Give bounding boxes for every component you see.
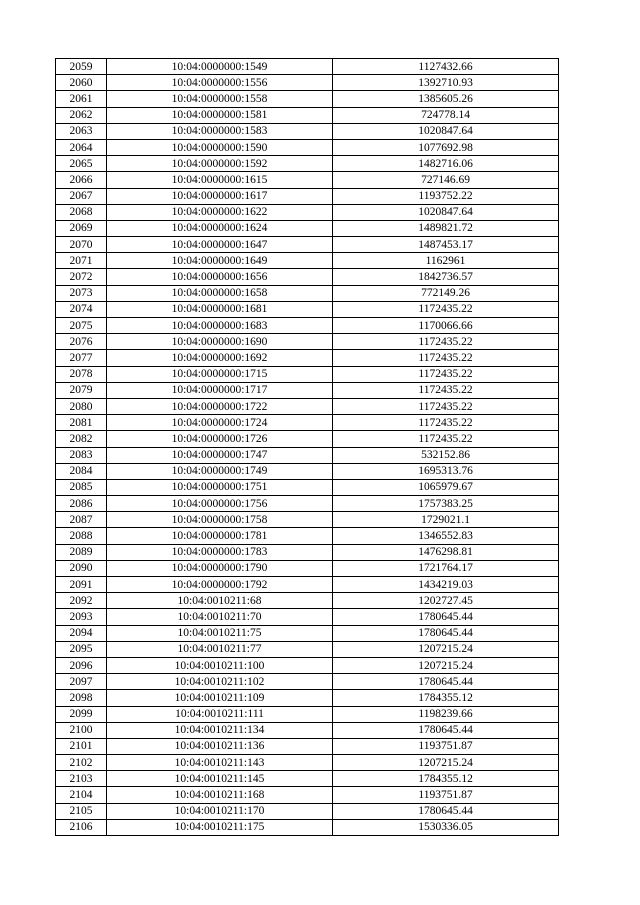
table-row [56, 625, 559, 641]
cadastral-number-cell: 10:04:0010211:175 [107, 819, 333, 835]
value-cell: 1780645.44 [333, 722, 559, 738]
value-cell: 1489821.72 [333, 220, 559, 236]
row-number-cell: 2080 [56, 398, 107, 414]
row-number-cell: 2076 [56, 334, 107, 350]
table-row [56, 593, 559, 609]
cadastral-number-cell: 10:04:0000000:1647 [107, 237, 333, 253]
cadastral-number-cell: 10:04:0000000:1556 [107, 75, 333, 91]
row-number-cell: 2062 [56, 107, 107, 123]
cadastral-number-cell: 10:04:0000000:1726 [107, 431, 333, 447]
cadastral-number-cell: 10:04:0000000:1781 [107, 528, 333, 544]
value-cell: 1729021.1 [333, 512, 559, 528]
cadastral-number-cell: 10:04:0000000:1656 [107, 269, 333, 285]
cadastral-number-cell: 10:04:0010211:102 [107, 674, 333, 690]
table-row [56, 528, 559, 544]
table-row [56, 107, 559, 123]
row-number-cell: 2084 [56, 463, 107, 479]
table-row [56, 139, 559, 155]
table-row [56, 269, 559, 285]
table-row [56, 91, 559, 107]
value-cell: 1207215.24 [333, 657, 559, 673]
value-cell: 1392710.93 [333, 75, 559, 91]
row-number-cell: 2102 [56, 755, 107, 771]
row-number-cell: 2104 [56, 787, 107, 803]
table-row [56, 479, 559, 495]
value-cell: 1207215.24 [333, 641, 559, 657]
row-number-cell: 2065 [56, 156, 107, 172]
row-number-cell: 2087 [56, 512, 107, 528]
table-row [56, 544, 559, 560]
cadastral-number-cell: 10:04:0010211:136 [107, 738, 333, 754]
table-row [56, 771, 559, 787]
value-cell: 1780645.44 [333, 674, 559, 690]
value-cell: 772149.26 [333, 285, 559, 301]
table-row [56, 431, 559, 447]
value-cell: 1172435.22 [333, 415, 559, 431]
row-number-cell: 2074 [56, 301, 107, 317]
table-row [56, 512, 559, 528]
table-row [56, 738, 559, 754]
table-row [56, 560, 559, 576]
cadastral-number-cell: 10:04:0000000:1549 [107, 59, 333, 75]
cadastral-number-cell: 10:04:0000000:1758 [107, 512, 333, 528]
value-cell: 1193752.22 [333, 188, 559, 204]
cadastral-number-cell: 10:04:0000000:1756 [107, 496, 333, 512]
table-row [56, 59, 559, 75]
value-cell: 1198239.66 [333, 706, 559, 722]
row-number-cell: 2105 [56, 803, 107, 819]
table-row [56, 318, 559, 334]
value-cell: 1162961 [333, 253, 559, 269]
cadastral-number-cell: 10:04:0000000:1581 [107, 107, 333, 123]
row-number-cell: 2078 [56, 366, 107, 382]
value-cell: 1695313.76 [333, 463, 559, 479]
table-row [56, 496, 559, 512]
table-row [56, 172, 559, 188]
table-row [56, 188, 559, 204]
row-number-cell: 2069 [56, 220, 107, 236]
value-cell: 1482716.06 [333, 156, 559, 172]
row-number-cell: 2075 [56, 318, 107, 334]
row-number-cell: 2089 [56, 544, 107, 560]
cadastral-number-cell: 10:04:0000000:1624 [107, 220, 333, 236]
value-cell: 1487453.17 [333, 237, 559, 253]
row-number-cell: 2097 [56, 674, 107, 690]
row-number-cell: 2098 [56, 690, 107, 706]
row-number-cell: 2068 [56, 204, 107, 220]
value-cell: 1780645.44 [333, 625, 559, 641]
value-cell: 1172435.22 [333, 301, 559, 317]
cadastral-number-cell: 10:04:0000000:1717 [107, 382, 333, 398]
cadastral-number-cell: 10:04:0000000:1658 [107, 285, 333, 301]
value-cell: 1193751.87 [333, 738, 559, 754]
cadastral-number-cell: 10:04:0000000:1724 [107, 415, 333, 431]
table-row [56, 819, 559, 835]
row-number-cell: 2096 [56, 657, 107, 673]
cadastral-number-cell: 10:04:0010211:70 [107, 609, 333, 625]
cadastral-number-cell: 10:04:0010211:134 [107, 722, 333, 738]
row-number-cell: 2063 [56, 123, 107, 139]
table-row [56, 285, 559, 301]
value-cell: 1721764.17 [333, 560, 559, 576]
row-number-cell: 2103 [56, 771, 107, 787]
row-number-cell: 2092 [56, 593, 107, 609]
cadastral-number-cell: 10:04:0010211:145 [107, 771, 333, 787]
cadastral-number-cell: 10:04:0010211:68 [107, 593, 333, 609]
table-row [56, 722, 559, 738]
value-cell: 1530336.05 [333, 819, 559, 835]
row-number-cell: 2106 [56, 819, 107, 835]
value-cell: 1193751.87 [333, 787, 559, 803]
row-number-cell: 2059 [56, 59, 107, 75]
value-cell: 1346552.83 [333, 528, 559, 544]
cadastral-number-cell: 10:04:0000000:1715 [107, 366, 333, 382]
cadastral-number-cell: 10:04:0000000:1558 [107, 91, 333, 107]
table-row [56, 382, 559, 398]
value-cell: 1065979.67 [333, 479, 559, 495]
value-cell: 1127432.66 [333, 59, 559, 75]
cadastral-number-cell: 10:04:0000000:1751 [107, 479, 333, 495]
row-number-cell: 2071 [56, 253, 107, 269]
table-row [56, 398, 559, 414]
table-row [56, 75, 559, 91]
row-number-cell: 2064 [56, 139, 107, 155]
value-cell: 1077692.98 [333, 139, 559, 155]
table-row [56, 690, 559, 706]
table-row [56, 366, 559, 382]
row-number-cell: 2099 [56, 706, 107, 722]
value-cell: 724778.14 [333, 107, 559, 123]
table-row [56, 706, 559, 722]
row-number-cell: 2077 [56, 350, 107, 366]
row-number-cell: 2072 [56, 269, 107, 285]
value-cell: 1434219.03 [333, 577, 559, 593]
value-cell: 727146.69 [333, 172, 559, 188]
value-cell: 532152.86 [333, 447, 559, 463]
table-row [56, 204, 559, 220]
cadastral-number-cell: 10:04:0000000:1683 [107, 318, 333, 334]
cadastral-number-cell: 10:04:0000000:1792 [107, 577, 333, 593]
table-row [56, 463, 559, 479]
table-row [56, 657, 559, 673]
cadastral-number-cell: 10:04:0000000:1649 [107, 253, 333, 269]
row-number-cell: 2081 [56, 415, 107, 431]
table-row [56, 447, 559, 463]
row-number-cell: 2079 [56, 382, 107, 398]
value-cell: 1780645.44 [333, 609, 559, 625]
cadastral-number-cell: 10:04:0010211:75 [107, 625, 333, 641]
cadastral-number-cell: 10:04:0000000:1747 [107, 447, 333, 463]
value-cell: 1385605.26 [333, 91, 559, 107]
value-cell: 1172435.22 [333, 431, 559, 447]
cadastral-number-cell: 10:04:0000000:1783 [107, 544, 333, 560]
cadastral-number-cell: 10:04:0000000:1583 [107, 123, 333, 139]
row-number-cell: 2100 [56, 722, 107, 738]
table-row [56, 787, 559, 803]
table-row [56, 253, 559, 269]
table-row [56, 803, 559, 819]
data-table [55, 58, 559, 836]
cadastral-number-cell: 10:04:0000000:1622 [107, 204, 333, 220]
table-row [56, 350, 559, 366]
value-cell: 1172435.22 [333, 398, 559, 414]
value-cell: 1172435.22 [333, 366, 559, 382]
value-cell: 1172435.22 [333, 350, 559, 366]
row-number-cell: 2093 [56, 609, 107, 625]
table-row [56, 577, 559, 593]
table-row [56, 301, 559, 317]
cadastral-number-cell: 10:04:0000000:1590 [107, 139, 333, 155]
cadastral-number-cell: 10:04:0000000:1592 [107, 156, 333, 172]
value-cell: 1842736.57 [333, 269, 559, 285]
value-cell: 1780645.44 [333, 803, 559, 819]
value-cell: 1020847.64 [333, 204, 559, 220]
cadastral-number-cell: 10:04:0000000:1790 [107, 560, 333, 576]
cadastral-number-cell: 10:04:0010211:143 [107, 755, 333, 771]
cadastral-number-cell: 10:04:0000000:1692 [107, 350, 333, 366]
value-cell: 1476298.81 [333, 544, 559, 560]
row-number-cell: 2086 [56, 496, 107, 512]
row-number-cell: 2083 [56, 447, 107, 463]
cadastral-number-cell: 10:04:0010211:168 [107, 787, 333, 803]
table-row [56, 220, 559, 236]
value-cell: 1202727.45 [333, 593, 559, 609]
row-number-cell: 2095 [56, 641, 107, 657]
table-row [56, 334, 559, 350]
cadastral-number-cell: 10:04:0000000:1617 [107, 188, 333, 204]
row-number-cell: 2091 [56, 577, 107, 593]
cadastral-number-cell: 10:04:0000000:1749 [107, 463, 333, 479]
value-cell: 1207215.24 [333, 755, 559, 771]
row-number-cell: 2090 [56, 560, 107, 576]
row-number-cell: 2066 [56, 172, 107, 188]
row-number-cell: 2067 [56, 188, 107, 204]
table-row [56, 609, 559, 625]
row-number-cell: 2085 [56, 479, 107, 495]
row-number-cell: 2082 [56, 431, 107, 447]
table-body [56, 59, 559, 836]
cadastral-number-cell: 10:04:0000000:1681 [107, 301, 333, 317]
value-cell: 1172435.22 [333, 334, 559, 350]
value-cell: 1784355.12 [333, 690, 559, 706]
table-row [56, 415, 559, 431]
cadastral-number-cell: 10:04:0000000:1615 [107, 172, 333, 188]
value-cell: 1170066.66 [333, 318, 559, 334]
cadastral-number-cell: 10:04:0010211:100 [107, 657, 333, 673]
row-number-cell: 2060 [56, 75, 107, 91]
value-cell: 1020847.64 [333, 123, 559, 139]
row-number-cell: 2070 [56, 237, 107, 253]
table-row [56, 123, 559, 139]
table-row [56, 156, 559, 172]
cadastral-number-cell: 10:04:0000000:1722 [107, 398, 333, 414]
row-number-cell: 2094 [56, 625, 107, 641]
cadastral-number-cell: 10:04:0000000:1690 [107, 334, 333, 350]
value-cell: 1757383.25 [333, 496, 559, 512]
cadastral-number-cell: 10:04:0010211:77 [107, 641, 333, 657]
cadastral-number-cell: 10:04:0010211:111 [107, 706, 333, 722]
row-number-cell: 2073 [56, 285, 107, 301]
cadastral-number-cell: 10:04:0010211:109 [107, 690, 333, 706]
table-row [56, 641, 559, 657]
value-cell: 1784355.12 [333, 771, 559, 787]
value-cell: 1172435.22 [333, 382, 559, 398]
table-row [56, 674, 559, 690]
cadastral-number-cell: 10:04:0010211:170 [107, 803, 333, 819]
row-number-cell: 2088 [56, 528, 107, 544]
table-row [56, 237, 559, 253]
row-number-cell: 2101 [56, 738, 107, 754]
table-row [56, 755, 559, 771]
row-number-cell: 2061 [56, 91, 107, 107]
